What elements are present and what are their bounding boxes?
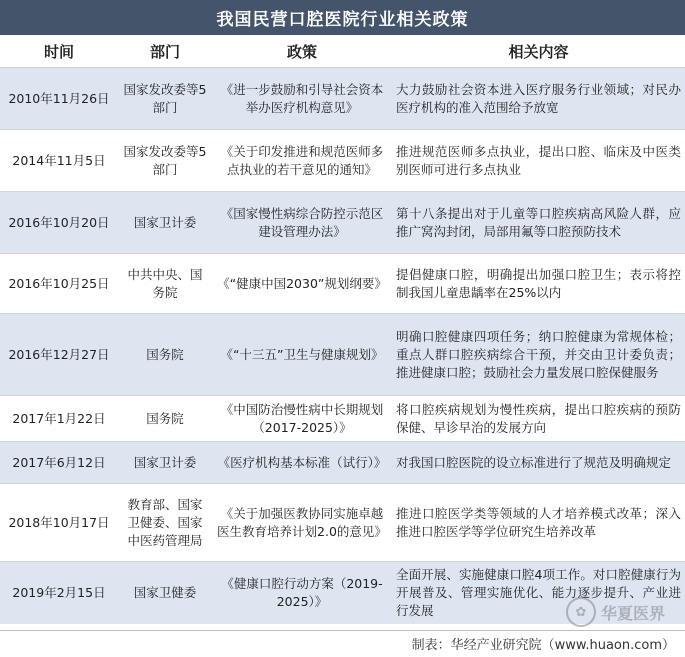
table-row [0,314,685,396]
table-row [0,442,685,484]
table-row [0,396,685,442]
table-row [0,254,685,314]
cell-time: 2010年11月26日 [0,68,118,130]
cell-department: 国务院 [118,396,212,442]
cell-time: 2014年11月5日 [0,130,118,192]
cell-department: 国家卫计委 [118,442,212,484]
cell-content: 对我国口腔医院的设立标准进行了规范及明确规定 [392,442,685,484]
cell-department: 国家发改委等5部门 [118,68,212,130]
table-title: 我国民营口腔医院行业相关政策 [0,0,685,35]
cell-department: 教育部、国家卫健委、国家中医药管理局 [118,484,212,562]
cell-policy: 《国家慢性病综合防控示范区建设管理办法》 [212,192,392,254]
cell-time: 2017年6月12日 [0,442,118,484]
table-row [0,130,685,192]
cell-policy: 《关于印发推进和规范医师多点执业的若干意见的通知》 [212,130,392,192]
table-row [0,68,685,130]
cell-time: 2016年10月20日 [0,192,118,254]
cell-policy: 《中国防治慢性病中长期规划（2017-2025）》 [212,396,392,442]
watermark-text: 华夏医界 [600,603,665,623]
wechat-logo-icon: ✿ [566,597,596,627]
cell-content: 将口腔疾病规划为慢性疾病，提出口腔疾病的预防保健、早诊早治的发展方向 [392,396,685,442]
cell-content: 提倡健康口腔，明确提出加强口腔卫生；表示将控制我国儿童患龋率在25%以内 [392,254,685,314]
column-header-policy: 政策 [212,35,392,68]
column-header-content: 相关内容 [392,35,685,68]
cell-time: 2016年12月27日 [0,314,118,396]
table-row [0,192,685,254]
cell-department: 国家卫计委 [118,192,212,254]
cell-policy: 《“十三五”卫生与健康规划》 [212,314,392,396]
cell-content: 推进口腔医学类等领域的人才培养模式改革；深入推进口腔医学等学位研究生培养改革 [392,484,685,562]
table-header-row [0,35,685,68]
cell-department: 国务院 [118,314,212,396]
column-header-department: 部门 [118,35,212,68]
cell-policy: 《“健康中国2030”规划纲要》 [212,254,392,314]
cell-policy: 《关于加强医教协同实施卓越医生教育培养计划2.0的意见》 [212,484,392,562]
cell-department: 国家卫健委 [118,562,212,624]
cell-content: 大力鼓励社会资本进入医疗服务行业领域；对民办医疗机构的准入范围给予放宽 [392,68,685,130]
cell-policy: 《医疗机构基本标准（试行）》 [212,442,392,484]
cell-time: 2017年1月22日 [0,396,118,442]
table-row [0,484,685,562]
cell-department: 中共中央、国务院 [118,254,212,314]
cell-content: 推进规范医师多点执业，提出口腔、临床及中医类别医师可进行多点执业 [392,130,685,192]
cell-time: 2019年2月15日 [0,562,118,624]
watermark [566,597,665,627]
cell-content: 明确口腔健康四项任务；纳口腔健康为常规体检；重点人群口腔疾病综合干预，并交由卫计委负责；推进健康口腔；鼓励社会力量发展口腔保健服务 [392,314,685,396]
cell-department: 国家发改委等5部门 [118,130,212,192]
cell-time: 2018年10月17日 [0,484,118,562]
cell-content: 全面开展、实施健康口腔4项工作。对口腔健康行为开展普及、管理实施优化、能力逐步提升、产业进行发展 [392,562,685,624]
cell-policy: 《健康口腔行动方案（2019-2025）》 [212,562,392,624]
policy-table [0,35,685,624]
column-header-time: 时间 [0,35,118,68]
footer [0,630,685,657]
cell-policy: 《进一步鼓励和引导社会资本举办医疗机构意见》 [212,68,392,130]
cell-content: 第十八条提出对于儿童等口腔疾病高风险人群，应推广窝沟封闭，局部用氟等口腔预防技术 [392,192,685,254]
source-note: 制表：华经产业研究院（www.huaon.com） [411,638,675,653]
cell-time: 2016年10月25日 [0,254,118,314]
